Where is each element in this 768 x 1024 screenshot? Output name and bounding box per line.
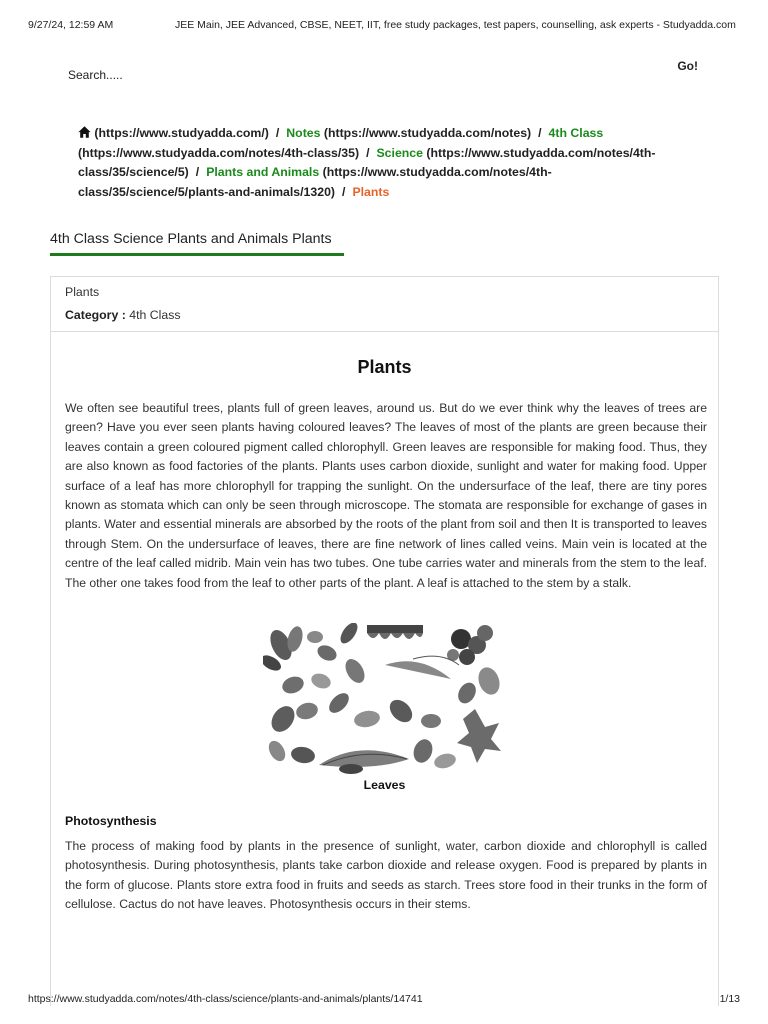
breadcrumb-separator: /	[342, 184, 346, 199]
breadcrumb-plants-and-animals-url: (https://www.studyadda.com/notes/4th-class/35/science/5/plants-and-animals/1320)	[78, 165, 552, 199]
breadcrumb-notes-url: (https://www.studyadda.com/notes)	[323, 126, 532, 140]
breadcrumb-home-url: (https://www.studyadda.com/)	[94, 126, 269, 140]
leaves-illustration	[263, 623, 507, 775]
category-label: Category :	[65, 308, 126, 322]
heading-underline	[50, 253, 344, 256]
print-footer-url: https://www.studyadda.com/notes/4th-class/science/plants-and-animals/plants/14741	[28, 993, 423, 1005]
breadcrumb-home-link[interactable]	[78, 126, 91, 140]
card-name: Plants	[65, 285, 100, 299]
section-heading-photosynthesis: Photosynthesis	[65, 814, 157, 828]
breadcrumb-4th-class-url: (https://www.studyadda.com/notes/4th-class/35)	[78, 145, 360, 160]
search-bar	[68, 59, 698, 88]
home-icon	[78, 126, 91, 138]
breadcrumb-separator: /	[275, 126, 280, 140]
figure-caption: Leaves	[363, 778, 406, 792]
breadcrumb-separator: /	[195, 165, 200, 180]
search-input[interactable]	[68, 64, 588, 86]
breadcrumb-separator: /	[538, 126, 542, 140]
breadcrumb-science-url: (https://www.studyadda.com/notes/4th-class/35/science/5)	[78, 145, 656, 180]
print-timestamp: 9/27/24, 12:59 AM	[28, 19, 114, 31]
print-page-number: 1/13	[719, 993, 740, 1005]
breadcrumb-plants-and-animals-link[interactable]: Plants and Animals	[206, 165, 320, 180]
article-intro-paragraph: We often see beautiful trees, plants full of green leaves, around us. But do we ever think why the leaves of trees are green? Have you ever seen plants having coloured leaves? The leaves of most of the plants are green because their leaves contain a green coloured pigment called chlorophyll. Green leaves are responsible for making food. Thus, they are also known as food factories of the plants. Plants uses carbon dioxide, sunlight and water for making food. Upper surface of a leaf has more chlorophyll for trapping the sunlight. On the undersurface of the leaf, there are tiny pores known as stomata which can only be seen through microscope. The stomata are responsible for exchange of gases in plants. Water and essential minerals are absorbed by the roots of the plant from soil and then It is transported to leaves through Stem. On the undersurface of leaves, there are fine network of lines called veins. Main vein is located at the centre of the leaf called midrib. Main vein has two tubes. One tube carries water and minerals from the stem to the leaf. The other one takes food from the leaf to other parts of the plant. A leaf is attached to the stem by a stalk.	[65, 401, 707, 590]
breadcrumb-4th-class-link[interactable]: 4th Class	[548, 126, 604, 140]
photosynthesis-paragraph: The process of making food by plants in the presence of sunlight, water, carbon dioxide and chlorophyll is called photosynthesis. During photosynthesis, plants take carbon dioxide and release oxygen. Food is prepared by plants in the form of glucose. Plants store extra food in fruits and seeds as starch. Trees store food in their trunks in the form of cellulose. Cactus do not have leaves. Photosynthesis occurs in their stems.	[65, 839, 707, 912]
breadcrumb	[78, 124, 698, 202]
print-page-title: JEE Main, JEE Advanced, CBSE, NEET, IIT, free study packages, test papers, counselling, ask experts - Studyadda.com	[175, 19, 736, 31]
breadcrumb-notes-link[interactable]: Notes	[286, 126, 321, 140]
card-category	[65, 308, 181, 322]
breadcrumb-separator: /	[366, 145, 370, 160]
note-card	[50, 276, 719, 1006]
category-value: 4th Class	[129, 308, 181, 322]
article-title: Plants	[357, 357, 412, 377]
breadcrumb-current: Plants	[352, 184, 390, 199]
breadcrumb-science-link[interactable]: Science	[376, 145, 423, 160]
go-button[interactable]: Go!	[677, 59, 698, 73]
page-heading: 4th Class Science Plants and Animals Plants	[50, 231, 332, 247]
card-header	[51, 277, 718, 332]
print-header	[0, 0, 768, 31]
leaves-figure	[263, 623, 507, 775]
